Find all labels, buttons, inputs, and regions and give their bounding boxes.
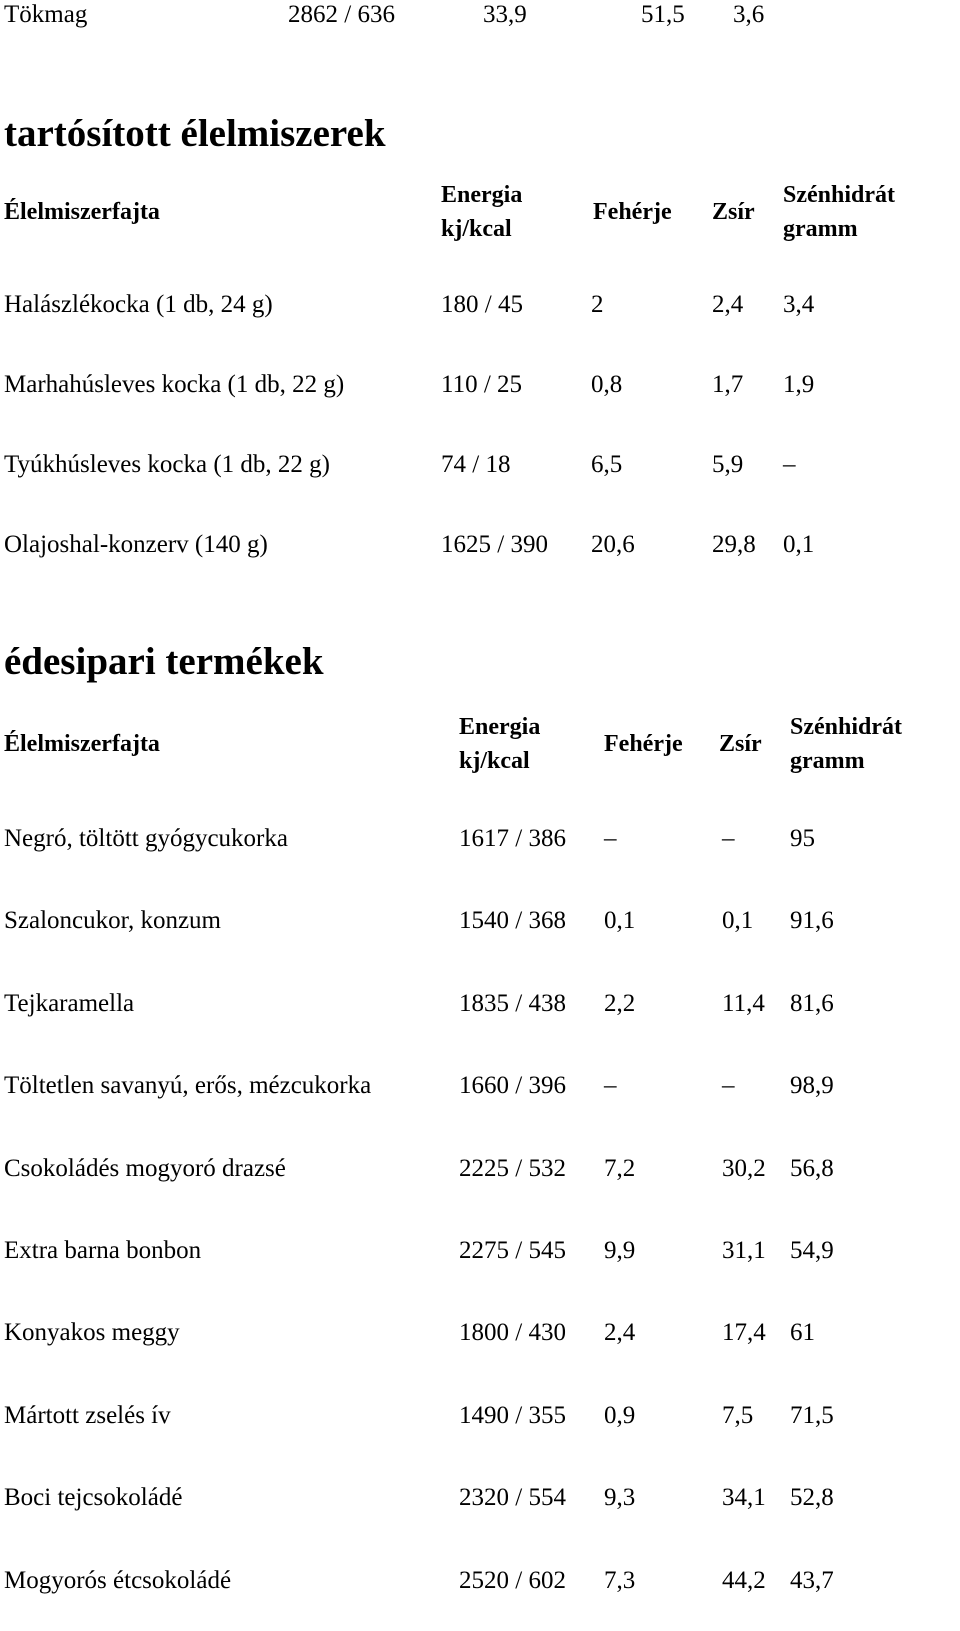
food-name: Tökmag: [4, 1, 88, 28]
header-fat: Zsír: [719, 731, 762, 757]
header-carb-line2: gramm: [790, 748, 865, 774]
fat-value: 17,4: [722, 1319, 766, 1347]
fat-value: 31,1: [722, 1237, 766, 1264]
food-name: Tejkaramella: [4, 989, 135, 1017]
food-name: Negró, töltött gyógycukorka: [4, 825, 288, 852]
food-name: Olajoshal-konzerv (140 g): [4, 531, 268, 558]
energy-value: 2275 / 545: [459, 1237, 566, 1264]
carb-value: 3,4: [783, 291, 815, 318]
carb-value: 81,6: [790, 989, 834, 1017]
protein-value: 9,3: [604, 1484, 636, 1512]
carb-value: 61: [790, 1319, 815, 1347]
food-name: Csokoládés mogyoró drazsé: [4, 1154, 286, 1182]
fat-value: 51,5: [641, 1, 685, 28]
energy-value: 1660 / 396: [459, 1072, 566, 1100]
energy-value: 1625 / 390: [441, 531, 548, 558]
header-energy-line2: kj/kcal: [459, 748, 530, 774]
protein-value: 2: [591, 291, 604, 318]
carb-value: 1,9: [783, 371, 815, 398]
energy-value: 1800 / 430: [459, 1319, 566, 1347]
food-name: Szaloncukor, konzum: [4, 907, 222, 935]
food-name: Töltetlen savanyú, erős, mézcukorka: [4, 1072, 372, 1100]
carb-value: 52,8: [790, 1484, 834, 1512]
header-energy-line1: Energia: [441, 182, 523, 208]
header-food: Élelmiszerfajta: [4, 199, 160, 225]
protein-value: 2,4: [604, 1319, 636, 1347]
energy-value: 2225 / 532: [459, 1154, 566, 1182]
header-energy-line1: Energia: [459, 714, 541, 740]
protein-value: 7,2: [604, 1154, 636, 1182]
carb-value: 0,1: [783, 531, 815, 558]
carb-value: 3,6: [733, 1, 765, 28]
header-carb-line2: gramm: [783, 216, 858, 242]
fat-value: –: [722, 1072, 735, 1100]
energy-value: 1540 / 368: [459, 907, 566, 935]
carb-value: 56,8: [790, 1154, 834, 1182]
food-name: Mogyorós étcsokoládé: [4, 1566, 232, 1594]
fat-value: 11,4: [722, 989, 765, 1017]
food-name: Extra barna bonbon: [4, 1237, 202, 1264]
fat-value: 7,5: [722, 1401, 754, 1429]
carb-value: 43,7: [790, 1566, 834, 1594]
fat-value: –: [722, 825, 735, 852]
protein-value: 0,8: [591, 371, 623, 398]
header-energy-line2: kj/kcal: [441, 216, 512, 242]
fat-value: 44,2: [722, 1566, 766, 1594]
fat-value: 0,1: [722, 907, 754, 935]
protein-value: 7,3: [604, 1566, 636, 1594]
protein-value: 6,5: [591, 451, 623, 478]
header-carb-line1: Szénhidrát: [790, 714, 903, 740]
header-fat: Zsír: [712, 199, 755, 225]
protein-value: –: [604, 825, 617, 852]
carb-value: 91,6: [790, 907, 834, 935]
header-protein: Fehérje: [593, 199, 672, 225]
section-title-confectionery: édesipari termékek: [4, 640, 324, 683]
fat-value: 5,9: [712, 451, 744, 478]
carb-value: 95: [790, 825, 815, 852]
energy-value: 1490 / 355: [459, 1401, 566, 1429]
food-name: Boci tejcsokoládé: [4, 1484, 183, 1512]
carb-value: –: [783, 451, 796, 478]
header-food: Élelmiszerfajta: [4, 731, 160, 757]
section-title-preserved-foods: tartósított élelmiszerek: [4, 112, 386, 155]
energy-value: 180 / 45: [441, 291, 523, 318]
fat-value: 1,7: [712, 371, 744, 398]
carb-value: 54,9: [790, 1237, 834, 1264]
header-protein: Fehérje: [604, 731, 683, 757]
protein-value: 2,2: [604, 989, 636, 1017]
food-name: Marhahúsleves kocka (1 db, 22 g): [4, 371, 345, 398]
header-carb-line1: Szénhidrát: [783, 182, 896, 208]
protein-value: 9,9: [604, 1237, 636, 1264]
protein-value: 0,9: [604, 1401, 636, 1429]
food-name: Halászlékocka (1 db, 24 g): [4, 291, 273, 318]
fat-value: 34,1: [722, 1484, 766, 1512]
protein-value: 0,1: [604, 907, 636, 935]
energy-value: 110 / 25: [441, 371, 523, 398]
energy-value: 2320 / 554: [459, 1484, 566, 1512]
energy-value: 2520 / 602: [459, 1566, 566, 1594]
fat-value: 29,8: [712, 531, 756, 558]
carb-value: 71,5: [790, 1401, 834, 1429]
protein-value: 20,6: [591, 531, 635, 558]
energy-value: 2862 / 636: [288, 1, 395, 28]
protein-value: 33,9: [483, 1, 527, 28]
energy-value: 74 / 18: [441, 451, 511, 478]
fat-value: 2,4: [712, 291, 744, 318]
carb-value: 98,9: [790, 1072, 834, 1100]
food-name: Mártott zselés ív: [4, 1401, 171, 1429]
energy-value: 1835 / 438: [459, 989, 566, 1017]
protein-value: –: [604, 1072, 617, 1100]
food-name: Konyakos meggy: [4, 1319, 180, 1347]
fat-value: 30,2: [722, 1154, 766, 1182]
energy-value: 1617 / 386: [459, 825, 566, 852]
food-name: Tyúkhúsleves kocka (1 db, 22 g): [4, 451, 330, 478]
